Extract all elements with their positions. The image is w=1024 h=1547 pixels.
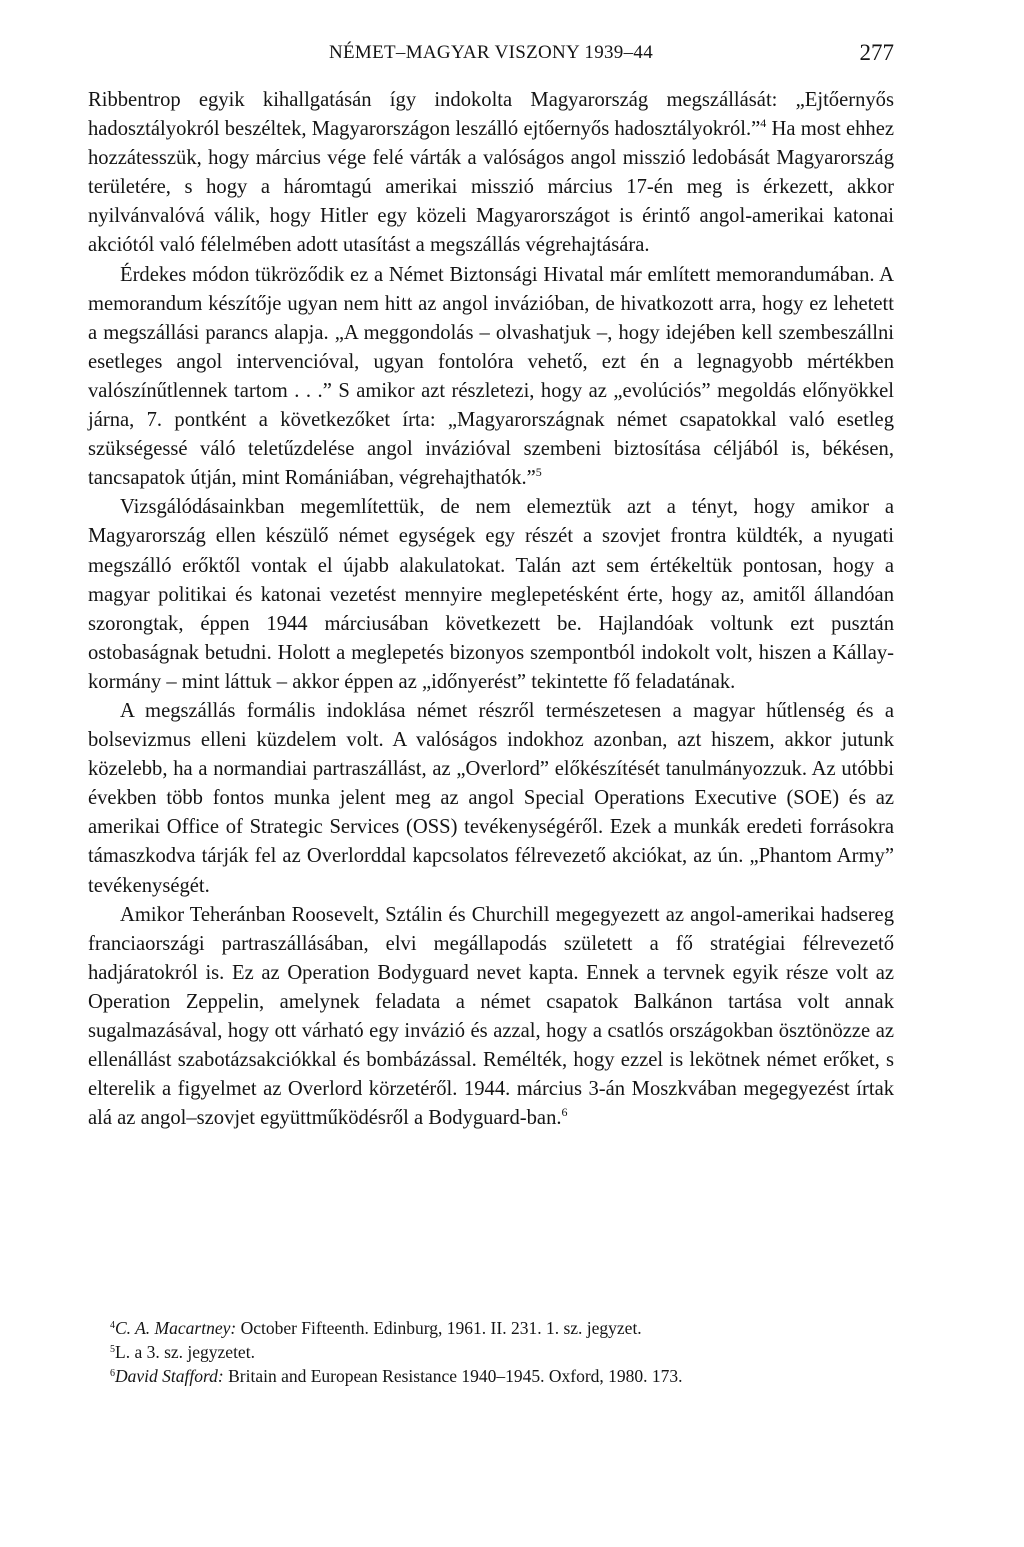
footnote-ref-6: 6 <box>561 1105 568 1120</box>
paragraph-1 <box>88 86 894 261</box>
footnote-text: October Fifteenth. Edinburg, 1961. II. 231. 1. sz. jegyzet. <box>236 1318 642 1338</box>
running-title: NÉMET–MAGYAR VISZONY 1939–44 <box>328 42 653 63</box>
paragraph-3 <box>88 493 894 697</box>
footnote-4 <box>110 1316 900 1340</box>
footnote-text: L. a 3. sz. jegyzetet. <box>115 1342 255 1362</box>
paragraph-text: Ha most ehhez hozzátesszük, hogy március vége felé várták a valóságos angol misszió ledobását Magyarország területére, s hogy a háromtagú amerikai misszió március 17-én meg is érkezett, akkor nyilvánvalóvá válik, hogy Hitler egy közeli Magyarországot is érintő angol-amerikai katonai akciótól való félelmében adott utasítást a megszállás végrehajtására. <box>88 118 894 257</box>
page-number: 277 <box>859 40 894 65</box>
paragraph-5 <box>88 901 894 1134</box>
footnote-text: Britain and European Resistance 1940–1945. Oxford, 1980. 173. <box>223 1366 683 1386</box>
page-header <box>88 38 894 68</box>
paragraph-text: Amikor Teheránban Roosevelt, Sztálin és Churchill megegyezett az angol-amerikai hadsereg franciaországi partraszállásában, elvi megállapodás született a fő stratégiai félrevezető hadjáratokról is. Ez az Operation Bodyguard nevet kapta. Ennek a tervnek egyik része volt az Operation Zeppelin, amelynek feladata a német csapatok Balkánon tartása volt annak sugalmazásával, hogy ott várható egy invázió és azzal, hogy a csatlós országokban ösztönözze az ellenállást szabotázsakciókkal és bombázással. Remélték, hogy ezzel is lekötnek német erőket, s elterelik a figyelmet az Overlord körzetéről. 1944. március 3-án Moszkvában megegyezést írtak alá az angol–szovjet együttműködésről a Bodyguard-ban. <box>88 903 894 1130</box>
footnote-ref-5: 5 <box>535 465 542 480</box>
footnote-ref-4: 4 <box>760 116 767 131</box>
footnote-author: David Stafford: <box>115 1366 224 1386</box>
footnote-6 <box>110 1364 900 1388</box>
footnote-mark: 5 <box>110 1344 115 1355</box>
paragraph-4 <box>88 697 894 901</box>
footnotes <box>110 1316 900 1388</box>
main-text <box>88 86 894 1133</box>
paragraph-text: Vizsgálódásainkban megemlítettük, de nem elemeztük azt a tényt, hogy amikor a Magyarország ellen készülő német egységek egy részét a szovjet frontra küldték, a nyugati megszálló erőktől vontak el újabb alakulatokat. Talán azt sem értékeltük pontosan, hogy a magyar politikai és katonai vezetést mennyire meglepetésként érte, hogy az, amitől állandóan szorongtak, éppen 1944 márciusában következett be. Hajlandóak voltunk ezt pusztán ostobaságnak betudni. Holott a meglepetés bizonyos szempontból indokolt volt, hiszen a Kállay-kormány – mint láttuk – akkor éppen az „időnyerést” tekintette fő feladatának. <box>88 496 894 693</box>
footnote-mark: 4 <box>110 1320 115 1331</box>
paragraph-text: Ribbentrop egyik kihallgatásán így indokolta Magyarország megszállását: „Ejtőernyős hadosztályokról beszéltek, Magyarországon leszálló ejtőernyős hadosztályokról.” <box>88 89 894 141</box>
paragraph-2 <box>88 261 894 494</box>
footnote-mark: 6 <box>110 1368 115 1379</box>
footnote-5 <box>110 1340 900 1364</box>
footnote-author: C. A. Macartney: <box>115 1318 237 1338</box>
paragraph-text: Érdekes módon tükröződik ez a Német Biztonsági Hivatal már említett memorandumában. A memorandum készítője ugyan nem hitt az angol invázióban, de hivatkozott arra, hogy ez lehetett a megszállási parancs alapja. „A meggondolás – olvashatjuk –, hogy idejében kell szembeszállni esetleges angol intervencióval, ugyan fontolóra vehető, ezt én a legnagyobb mértékben valószínűtlennek tartom . . .” S amikor azt részletezi, hogy az „evolúciós” megoldás előnyökkel járna, 7. pontként a következőket írta: „Magyarországnak német csapatokkal való esetleg szükségessé váló teletűzdelése angol invázióval szembeni biztosítása céljából is, békésen, tancsapatok útján, mint Romániában, végrehajthatók.” <box>88 263 894 490</box>
paragraph-text: A megszállás formális indoklása német részről természetesen a magyar hűtlenség és a bolsevizmus elleni küzdelem volt. A valóságos indokhoz azonban, azt hiszem, akkor jutunk közelebb, ha a normandiai partraszállást, az „Overlord” előkészítését tanulmányozzuk. Az utóbbi években több fontos munka jelent meg az angol Special Operations Executive (SOE) és az amerikai Office of Strategic Services (OSS) tevékenységéről. Ezek a munkák eredeti forrásokra támaszkodva tárják fel az Overlorddal kapcsolatos félrevezető akciókat, az ún. „Phantom Army” tevékenységét. <box>88 699 894 897</box>
